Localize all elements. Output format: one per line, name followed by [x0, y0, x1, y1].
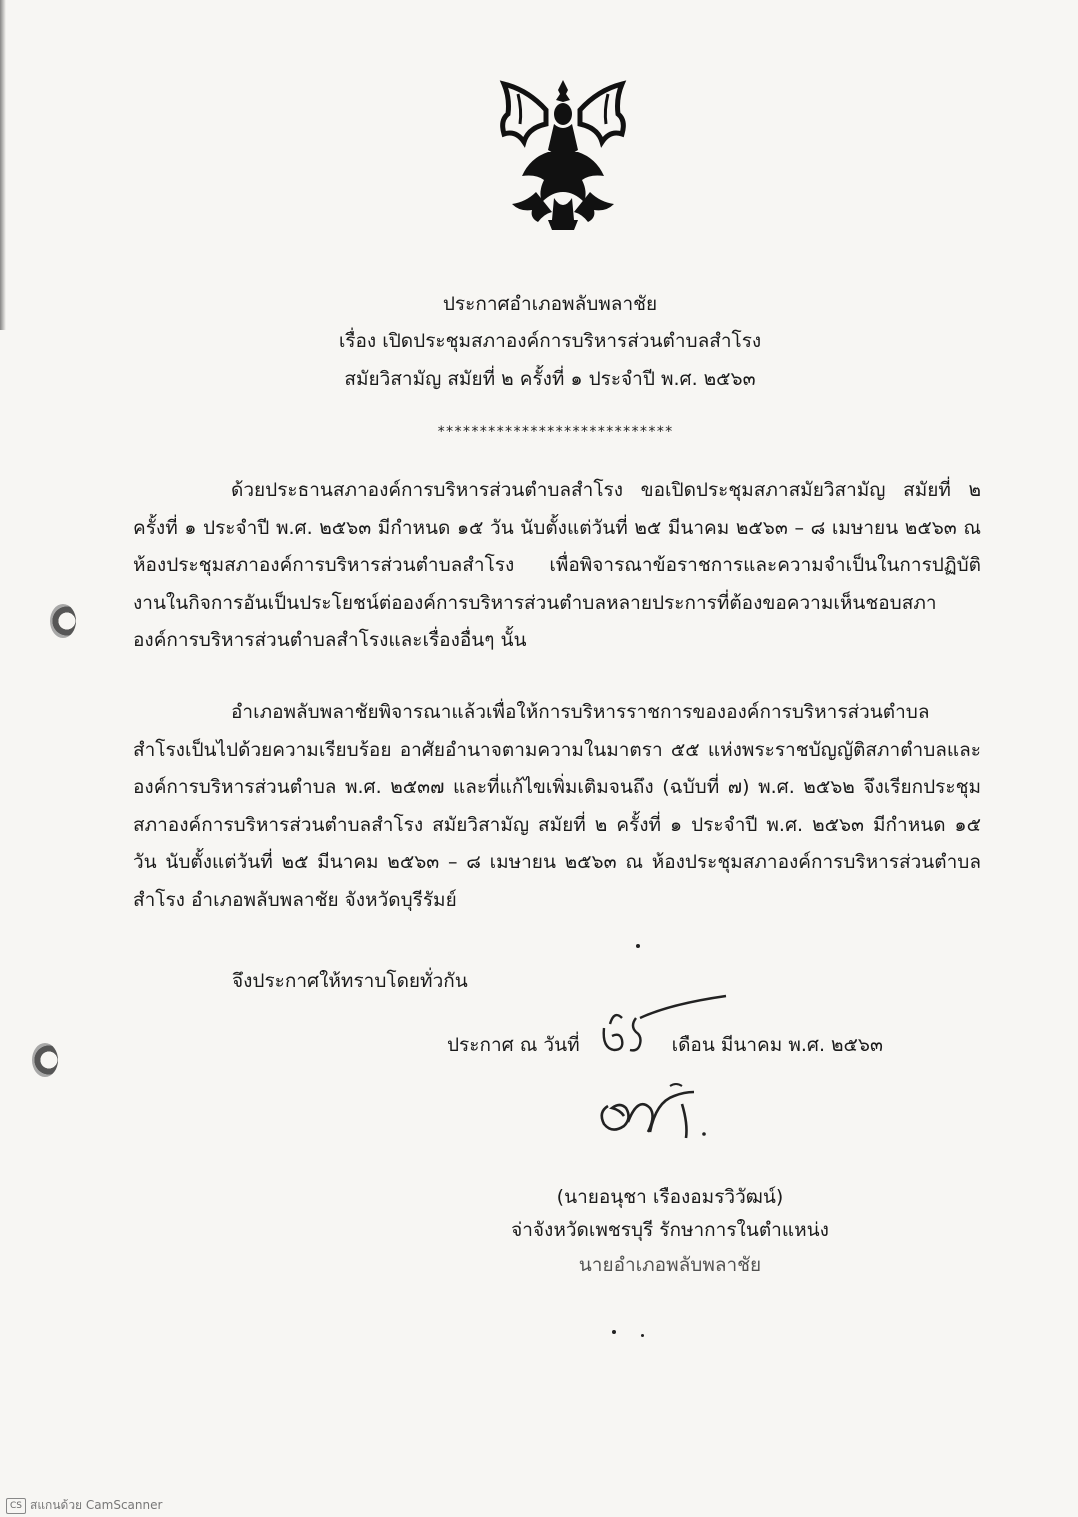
date-suffix: เดือน มีนาคม พ.ศ. ๒๕๖๓ — [671, 1034, 883, 1056]
camscanner-logo-icon: CS — [6, 1498, 26, 1514]
punch-hole-top — [50, 604, 76, 638]
handwritten-day — [596, 988, 736, 1058]
body-paragraph-2: อำเภอพลับพลาชัยพิจารณาแล้วเพื่อให้การบริหารราชการขององค์การบริหารส่วนตำบลสำโรงเป็นไปด้วยความเรียบร้อย อาศัยอำนาจตามความในมาตรา ๕๕ แห่งพระราชบัญญัติสภาตำบลและองค์การบริหารส่วนตำบล พ.ศ. ๒๕๓๗ และที่แก้ไขเพิ่มเติมจนถึง (ฉบับที่ ๗) พ.ศ. ๒๕๖๒ จึงเรียกประชุมสภาองค์การบริหารส่วนตำบลสำโรง สมัยวิสามัญ สมัยที่ ๒ ครั้งที่ ๑ ประจำปี พ.ศ. ๒๕๖๓ มีกำหนด ๑๕ วัน นับตั้งแต่วันที่ ๒๕ มีนาคม ๒๕๖๓ – ๘ เมษายน ๒๕๖๓ ณ ห้องประชุมสภาองค์การบริหารส่วนตำบลสำโรง อำเภอพลับพลาชัย จังหวัดบุรีรัมย์ — [133, 701, 981, 911]
date-prefix: ประกาศ ณ วันที่ — [447, 1034, 580, 1056]
speck — [612, 1330, 616, 1334]
signer-title: จ่าจังหวัดเพชรบุรี รักษาการในตำแหน่ง — [511, 1219, 829, 1241]
garuda-emblem-icon — [488, 74, 638, 234]
speck — [636, 944, 640, 948]
scanner-watermark — [6, 1496, 162, 1515]
announcement-heading: ประกาศอำเภอพลับพลาชัย — [442, 293, 658, 315]
punch-hole-bottom — [32, 1043, 58, 1077]
separator-line: **************************** — [436, 424, 673, 440]
body-paragraph-1: ด้วยประธานสภาองค์การบริหารส่วนตำบลสำโรง ขอเปิดประชุมสภาสมัยวิสามัญ สมัยที่ ๒ ครั้งที่ ๑ ประจำปี พ.ศ. ๒๕๖๓ มีกำหนด ๑๕ วัน นับตั้งแต่วันที่ ๒๕ มีนาคม ๒๕๖๓ – ๘ เมษายน ๒๕๖๓ ณ ห้องประชุมสภาองค์การบริหารส่วนตำบลสำโรง เพื่อพิจารณาข้อราชการและความจำเป็นในการปฏิบัติงานในกิจการอันเป็นประโยชน์ต่อองค์การบริหารส่วนตำบลหลายประการที่ต้องขอความเห็นชอบสภาองค์การบริหารส่วนตำบลสำโรงและเรื่องอื่นๆ นั้น — [133, 479, 981, 651]
speck — [641, 1334, 644, 1337]
scan-edge-shadow — [0, 0, 6, 330]
signer-name: (นายอนุชา เรืองอมรวิวัฒน์) — [556, 1186, 784, 1208]
signature — [594, 1076, 724, 1156]
announcement-session: สมัยวิสามัญ สมัยที่ ๒ ครั้งที่ ๑ ประจำปี พ.ศ. ๒๕๖๓ — [344, 368, 756, 390]
announcement-subject: เรื่อง เปิดประชุมสภาองค์การบริหารส่วนตำบลสำโรง — [338, 330, 762, 352]
scanner-watermark-text: สแกนด้วย CamScanner — [30, 1498, 163, 1512]
signer-position: นายอำเภอพลับพลาชัย — [578, 1254, 762, 1276]
closing-statement: จึงประกาศให้ทราบโดยทั่วกัน — [232, 970, 468, 992]
